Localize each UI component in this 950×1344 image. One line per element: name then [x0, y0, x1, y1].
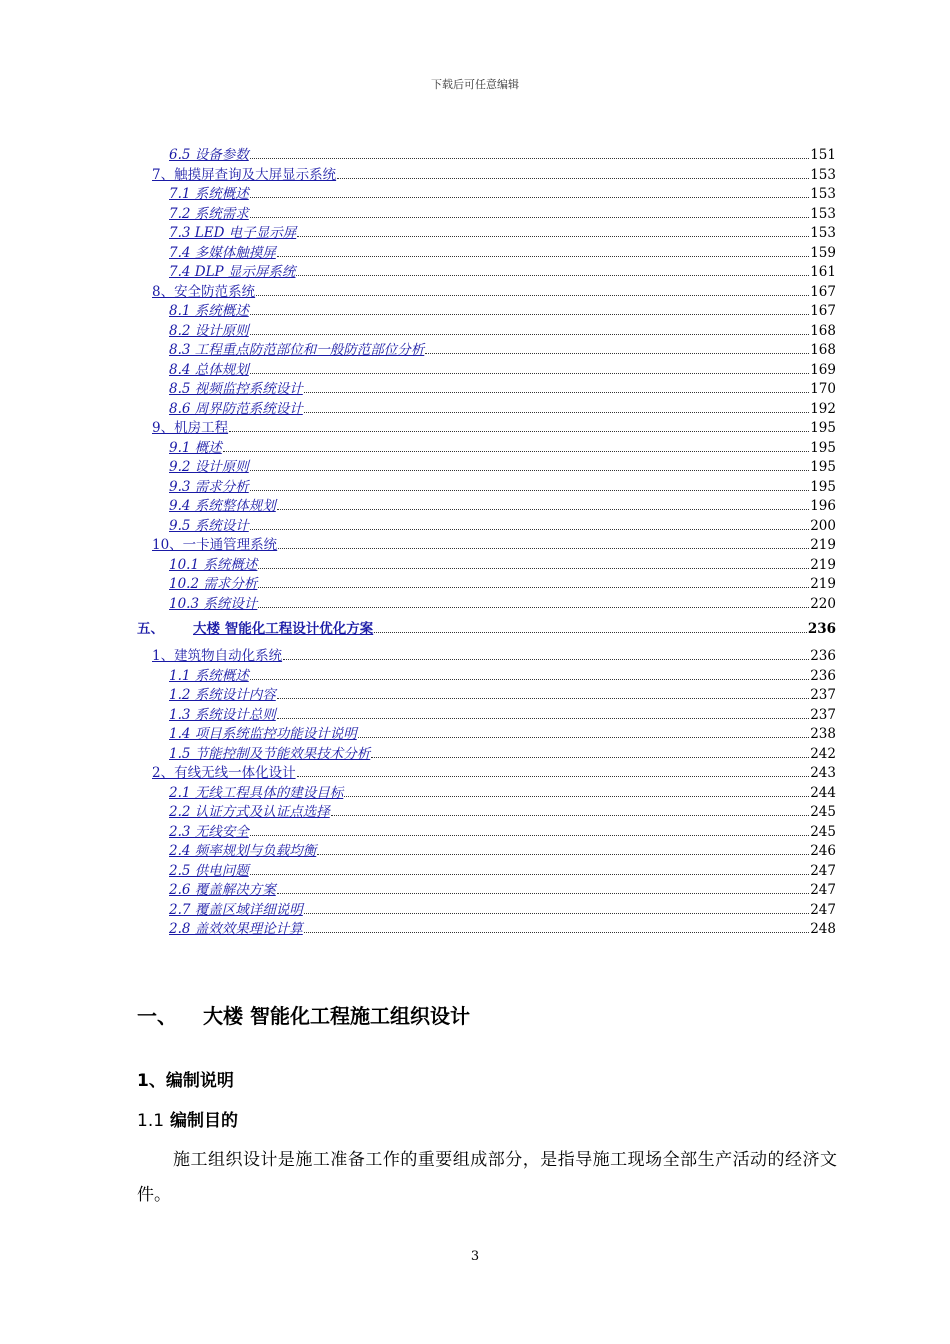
toc-entry-link[interactable] — [169, 842, 316, 862]
toc-entry-link[interactable] — [152, 166, 336, 186]
toc-entry[interactable] — [137, 263, 836, 283]
toc-entry-label: 2.2 认证方式及认证点选择 — [169, 804, 330, 820]
toc-entry-link[interactable] — [169, 205, 249, 225]
toc-entry-label: 2.1 无线工程具体的建设目标 — [169, 784, 344, 801]
toc-entry-label: 7.2 系统需求 — [169, 205, 249, 222]
toc-entry-page: 247 — [810, 882, 836, 898]
toc-entry-link[interactable] — [169, 478, 249, 498]
toc-entry-label: 1.4 项目系统监控功能设计说明 — [169, 726, 357, 742]
toc-dot-leader — [258, 586, 809, 588]
toc-entry[interactable] — [137, 745, 836, 765]
toc-entry-page: 219 — [810, 556, 836, 573]
toc-entry[interactable] — [137, 439, 836, 459]
toc-entry[interactable] — [137, 725, 836, 745]
toc-entry-link[interactable] — [169, 380, 303, 400]
toc-dot-leader — [250, 873, 809, 875]
toc-dot-leader — [374, 631, 807, 633]
subsection-heading — [137, 1106, 238, 1131]
toc-entry-link[interactable] — [169, 263, 295, 283]
toc-entry-label: 7.1 系统概述 — [169, 186, 249, 202]
toc-entry[interactable] — [137, 823, 836, 843]
toc-entry-page: 161 — [810, 264, 836, 280]
toc-entry-link[interactable] — [169, 517, 249, 537]
toc-dot-leader — [277, 255, 809, 257]
toc-entry-label: 8.4 总体规划 — [169, 361, 249, 378]
toc-dot-leader — [317, 853, 809, 855]
toc-entry-link[interactable] — [169, 575, 257, 595]
toc-entry-link[interactable] — [169, 784, 343, 804]
toc-entry-page: 168 — [810, 342, 836, 358]
toc-entry-link[interactable] — [169, 667, 249, 687]
toc-entry[interactable] — [137, 647, 836, 667]
chapter-title: 大楼 智能化工程施工组织设计 — [203, 1004, 470, 1028]
toc-entry-label: 7、触摸屏查询及大屏显示系统 — [152, 166, 337, 183]
toc-dot-leader — [277, 717, 809, 719]
toc-dot-leader — [304, 391, 809, 393]
toc-entry-label: 2.3 无线安全 — [169, 823, 249, 840]
toc-entry[interactable] — [137, 618, 836, 640]
toc-entry-label: 9.5 系统设计 — [169, 517, 249, 534]
toc-entry-label: 1.1 系统概述 — [169, 667, 249, 684]
toc-entry-link[interactable] — [152, 536, 277, 556]
toc-entry-page: 246 — [810, 843, 836, 859]
toc-entry-page: 153 — [810, 205, 836, 222]
toc-entry-page: 245 — [810, 804, 836, 820]
toc-dot-leader — [250, 196, 809, 198]
toc-entry-page: 195 — [810, 478, 836, 495]
toc-entry-label: 2.7 覆盖区域详细说明 — [169, 901, 303, 918]
toc-entry-link[interactable] — [169, 439, 222, 459]
toc-entry-link[interactable] — [169, 244, 276, 264]
toc-entry[interactable] — [137, 244, 836, 264]
toc-dot-leader — [250, 834, 809, 836]
toc-entry-page: 195 — [810, 459, 836, 475]
toc-entry[interactable] — [137, 686, 836, 706]
toc-dot-leader — [344, 795, 809, 797]
toc-entry-link[interactable] — [169, 745, 370, 765]
toc-entry-page: 159 — [810, 244, 836, 261]
toc-entry-link[interactable] — [169, 322, 249, 342]
toc-dot-leader — [258, 606, 809, 608]
toc-entry-page: 247 — [810, 901, 836, 918]
toc-entry-page: 248 — [810, 921, 836, 937]
toc-entry-label: 8.1 系统概述 — [169, 303, 249, 319]
toc-entry-label: 7.4 DLP 显示屏系统 — [169, 264, 296, 280]
toc-entry[interactable] — [137, 302, 836, 322]
toc-entry-link[interactable] — [169, 400, 303, 420]
toc-entry-link[interactable] — [169, 595, 257, 615]
toc-entry-link[interactable] — [169, 803, 330, 823]
toc-entry-label: 7.3 LED 电子显示屏 — [169, 225, 297, 241]
toc-dot-leader — [278, 547, 809, 549]
toc-entry-link[interactable] — [169, 458, 249, 478]
toc-entry-link[interactable] — [152, 419, 228, 439]
toc-entry-label: 2、有线无线一体化设计 — [152, 765, 296, 781]
toc-entry-link[interactable] — [169, 881, 276, 901]
toc-entry-page: 153 — [810, 186, 836, 202]
toc-dot-leader — [304, 931, 809, 933]
toc-entry-page: 153 — [810, 166, 836, 183]
toc-entry-label: 1.2 系统设计内容 — [169, 687, 276, 703]
toc-entry-page: 168 — [810, 322, 836, 339]
toc-entry-link[interactable] — [169, 146, 249, 166]
toc-entry-link[interactable] — [169, 823, 249, 843]
toc-entry-link[interactable] — [169, 497, 276, 517]
toc-entry[interactable] — [137, 881, 836, 901]
toc-entry[interactable] — [137, 536, 836, 556]
toc-entry-link[interactable] — [169, 706, 276, 726]
toc-dot-leader — [358, 736, 809, 738]
toc-dot-leader — [250, 489, 809, 491]
toc-entry[interactable] — [137, 185, 836, 205]
toc-dot-leader — [277, 697, 809, 699]
toc-entry-page: 169 — [810, 361, 836, 378]
toc-entry-label: 10.3 系统设计 — [169, 595, 258, 612]
toc-entry-label: 10.1 系统概述 — [169, 556, 258, 573]
toc-entry[interactable] — [137, 166, 836, 186]
toc-dot-leader — [304, 912, 809, 914]
toc-entry[interactable] — [137, 205, 836, 225]
toc-dot-leader — [304, 411, 809, 413]
toc-entry-page: 167 — [810, 283, 836, 300]
toc-entry-link[interactable] — [169, 224, 296, 244]
toc-entry-page: 200 — [810, 517, 836, 534]
toc-entry[interactable] — [137, 224, 836, 244]
toc-entry-label: 9.4 系统整体规划 — [169, 498, 276, 514]
toc-entry[interactable] — [137, 283, 836, 303]
toc-entry[interactable] — [137, 419, 836, 439]
toc-entry-page: 220 — [810, 595, 836, 612]
toc-entry[interactable] — [137, 862, 836, 882]
toc-entry-page: 195 — [810, 420, 836, 436]
page-number: 3 — [470, 1249, 480, 1264]
toc-entry-page: 236 — [810, 648, 836, 664]
toc-entry-page: 243 — [810, 765, 836, 781]
toc-entry-page: 245 — [810, 823, 836, 840]
section-heading: 1、编制说明 — [137, 1071, 234, 1091]
toc-dot-leader — [277, 508, 809, 510]
toc-entry[interactable] — [137, 478, 836, 498]
toc-dot-leader — [250, 157, 809, 159]
toc-entry-link[interactable] — [169, 901, 303, 921]
toc-dot-leader — [283, 658, 809, 660]
toc-dot-leader — [256, 294, 809, 296]
toc-dot-leader — [297, 775, 810, 777]
toc-entry-label: 8.5 视频监控系统设计 — [169, 381, 303, 397]
toc-dot-leader — [250, 469, 809, 471]
toc-entry-number: 五、 — [137, 621, 164, 637]
toc-entry[interactable] — [137, 667, 836, 687]
toc-dot-leader — [250, 678, 809, 680]
toc-dot-leader — [371, 756, 809, 758]
toc-entry[interactable] — [137, 380, 836, 400]
toc-entry[interactable] — [137, 497, 836, 517]
toc-entry-link[interactable] — [152, 647, 282, 667]
toc-dot-leader — [337, 177, 809, 179]
toc-dot-leader — [425, 352, 809, 354]
toc-entry-link[interactable] — [169, 361, 249, 381]
subsection-number: 1.1 — [137, 1111, 165, 1131]
toc-entry-label: 1.5 节能控制及节能效果技术分析 — [169, 745, 371, 762]
toc-entry[interactable] — [137, 842, 836, 862]
toc-dot-leader — [331, 814, 809, 816]
toc-entry[interactable] — [137, 341, 836, 361]
toc-entry[interactable] — [137, 400, 836, 420]
toc-entry-label: 8、安全防范系统 — [152, 283, 256, 300]
toc-entry-label: 2.8 盖效效果理论计算 — [169, 921, 303, 937]
toc-entry-label: 2.5 供电问题 — [169, 862, 249, 879]
toc-entry-label: 9、机房工程 — [152, 420, 229, 436]
toc-entry-label: 9.2 设计原则 — [169, 459, 249, 475]
toc-entry[interactable] — [137, 575, 836, 595]
toc-entry-label: 10.2 需求分析 — [169, 576, 258, 592]
toc-entry[interactable] — [137, 458, 836, 478]
toc-entry-label: 8.3 工程重点防范部位和一般防范部位分析 — [169, 342, 425, 358]
toc-entry-link[interactable] — [169, 185, 249, 205]
toc-entry-link[interactable] — [169, 862, 249, 882]
toc-entry[interactable] — [137, 146, 836, 166]
toc-entry[interactable] — [137, 517, 836, 537]
chapter-heading — [137, 1000, 470, 1029]
toc-entry-label: 10、一卡通管理系统 — [152, 537, 278, 553]
toc-dot-leader — [296, 274, 809, 276]
chapter-number: 一、 — [137, 1004, 177, 1028]
toc-entry-label: 大楼 智能化工程设计优化方案 — [193, 621, 374, 637]
toc-entry[interactable] — [137, 556, 836, 576]
toc-entry-link[interactable] — [169, 920, 303, 940]
toc-entry-page: 219 — [810, 537, 836, 553]
toc-entry-page: 236 — [810, 667, 836, 684]
toc-dot-leader — [277, 892, 809, 894]
toc-entry-page: 238 — [810, 726, 836, 742]
subsection-title: 编制目的 — [169, 1111, 238, 1131]
toc-entry-link[interactable] — [152, 764, 296, 784]
toc-entry-page: 247 — [810, 862, 836, 879]
toc-entry-label: 2.6 覆盖解决方案 — [169, 882, 276, 898]
toc-entry-page: 170 — [810, 381, 836, 397]
toc-entry-label: 9.3 需求分析 — [169, 478, 249, 495]
toc-entry[interactable] — [137, 784, 836, 804]
toc-entry[interactable] — [137, 764, 836, 784]
toc-entry[interactable] — [137, 920, 836, 940]
toc-entry[interactable] — [137, 361, 836, 381]
toc-dot-leader — [250, 313, 809, 315]
toc-entry-link[interactable] — [169, 341, 424, 361]
body-paragraph: 施工组织设计是施工准备工作的重要组成部分，是指导施工现场全部生产活动的经济文件。 — [137, 1150, 837, 1205]
toc-entry[interactable] — [137, 706, 836, 726]
toc-entry-page: 192 — [810, 400, 836, 417]
toc-entry-page: 237 — [810, 687, 836, 703]
toc-entry-label: 6.5 设备参数 — [169, 147, 249, 163]
toc-entry[interactable] — [137, 595, 836, 615]
toc-dot-leader — [297, 235, 809, 237]
toc-entry-label: 1、建筑物自动化系统 — [152, 648, 283, 664]
toc-entry-page: 196 — [810, 498, 836, 514]
toc-entry-page: 236 — [807, 621, 836, 637]
toc-entry-page: 237 — [810, 706, 836, 723]
toc-entry-page: 151 — [810, 147, 836, 163]
toc-entry-label: 1.3 系统设计总则 — [169, 706, 276, 723]
toc-entry-link[interactable] — [152, 283, 255, 303]
toc-entry-link[interactable] — [169, 556, 257, 576]
toc-entry-page: 167 — [810, 303, 836, 319]
toc-entry-page: 219 — [810, 576, 836, 592]
toc-entry[interactable] — [137, 322, 836, 342]
page-header: 下载后可任意编辑 — [431, 78, 519, 91]
toc-entry-page: 242 — [810, 745, 836, 762]
toc-dot-leader — [250, 216, 809, 218]
toc-dot-leader — [250, 372, 809, 374]
toc-entry-page: 244 — [810, 784, 836, 801]
toc-entry[interactable] — [137, 901, 836, 921]
toc-entry-link[interactable] — [137, 618, 373, 640]
toc-entry-page: 195 — [810, 439, 836, 456]
toc-entry-label: 7.4 多媒体触摸屏 — [169, 244, 276, 261]
toc-dot-leader — [258, 567, 809, 569]
toc-dot-leader — [250, 528, 809, 530]
toc-dot-leader — [229, 430, 809, 432]
toc-entry-label: 2.4 频率规划与负载均衡 — [169, 843, 317, 859]
toc-entry-link[interactable] — [169, 686, 276, 706]
table-of-contents — [137, 146, 836, 940]
toc-entry[interactable] — [137, 803, 836, 823]
toc-entry-link[interactable] — [169, 725, 357, 745]
toc-dot-leader — [223, 450, 809, 452]
toc-entry-page: 153 — [810, 225, 836, 241]
toc-dot-leader — [250, 333, 809, 335]
toc-entry-link[interactable] — [169, 302, 249, 322]
toc-entry-label: 9.1 概述 — [169, 439, 222, 456]
toc-entry-label: 8.2 设计原则 — [169, 322, 249, 339]
toc-entry-label: 8.6 周界防范系统设计 — [169, 400, 303, 417]
